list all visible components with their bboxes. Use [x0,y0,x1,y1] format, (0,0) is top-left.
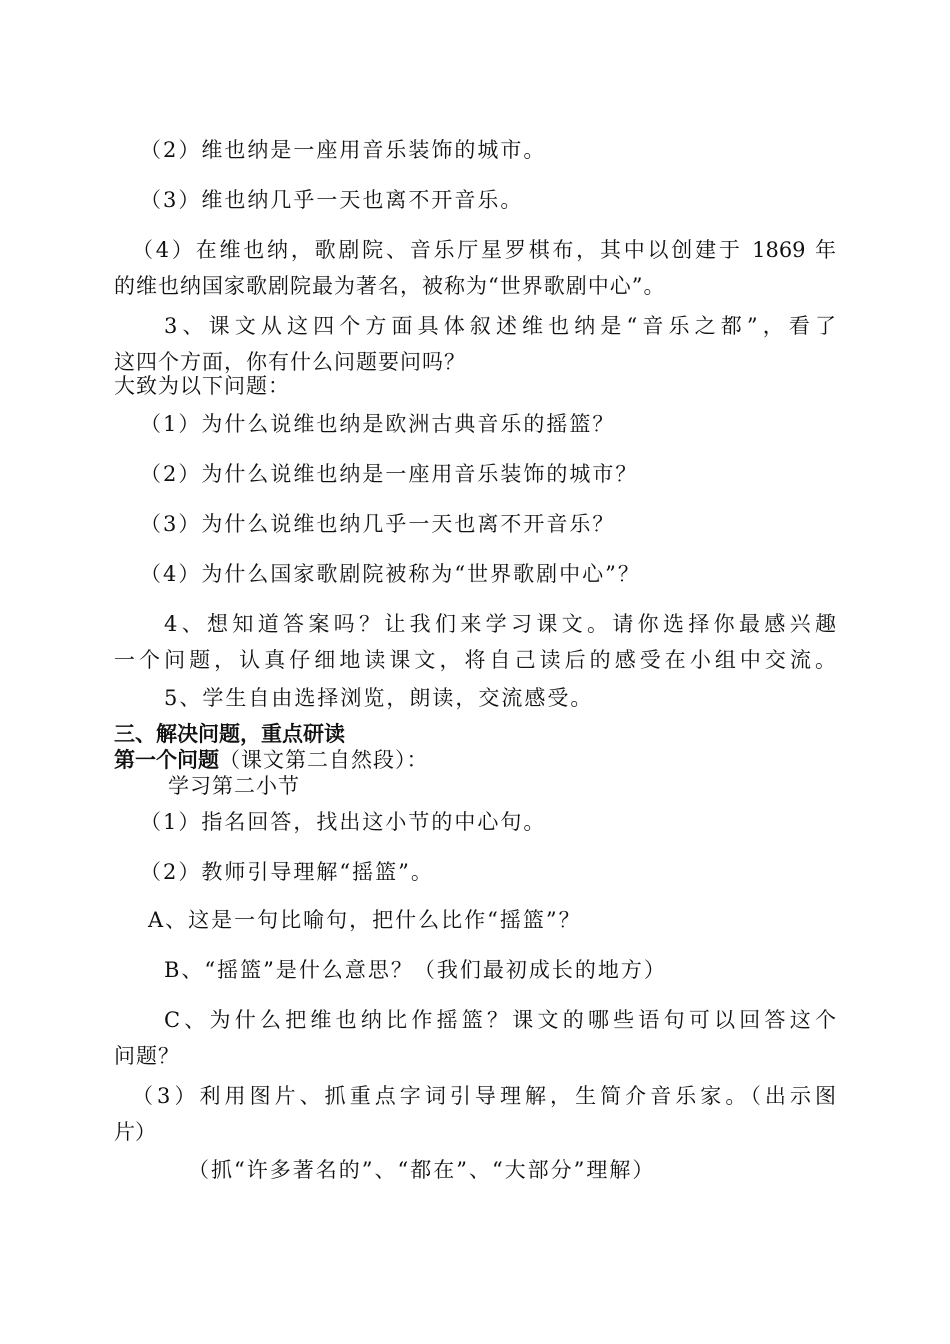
paragraph-line: 4、想知道答案吗？让我们来学习课文。请你选择你最感兴趣 [164,612,836,636]
paragraph-line: A、这是一句比喻句，把什么比作“摇篮”？ [148,908,582,932]
paragraph-line: （3）维也纳几乎一天也离不开音乐。 [140,188,524,212]
subheading-note: （课文第二自然段）： [219,748,429,772]
paragraph-line: 5、学生自由选择浏览，朗读，交流感受。 [164,686,594,710]
subheading-line [114,746,429,774]
paragraph-line: 片） [114,1120,156,1144]
paragraph-line: B、“摇篮”是什么意思？（我们最初成长的地方） [164,958,667,982]
paragraph-line: 大致为以下问题： [114,374,290,398]
paragraph-line: 问题？ [114,1044,180,1068]
paragraph-line: 一个问题，认真仔细地读课文，将自己读后的感受在小组中交流。 [114,648,836,672]
paragraph-line: （1）指名回答，找出这小节的中心句。 [140,810,547,834]
paragraph-line: 3、课文从这四个方面具体叙述维也纳是“音乐之都”，看了 [164,314,836,338]
question-line: （2）为什么说维也纳是一座用音乐装饰的城市？ [140,462,639,486]
paragraph-line: 这四个方面，你有什么问题要问吗？ [114,350,466,374]
paragraph-line: C、为什么把维也纳比作摇篮？课文的哪些语句可以回答这个 [164,1008,836,1032]
question-line: （3）为什么说维也纳几乎一天也离不开音乐？ [140,512,616,536]
subheading-bold: 第一个问题 [114,747,219,772]
paragraph-line: （3）利用图片、抓重点字词引导理解，生简介音乐家。（出示图 [132,1084,836,1108]
paragraph-line: 的维也纳国家歌剧院最为著名，被称为“世界歌剧中心”。 [114,274,666,298]
section-heading: 三、解决问题，重点研读 [114,721,345,746]
paragraph-line: （抓“许多著名的”、“都在”、“大部分”理解） [188,1158,656,1182]
paragraph-line: 学习第二小节 [168,774,300,798]
paragraph-line: （2）教师引导理解“摇篮”。 [140,860,434,884]
paragraph-line: （4）在维也纳，歌剧院、音乐厅星罗棋布，其中以创建于 1869 年 [132,238,836,262]
question-line: （1）为什么说维也纳是欧洲古典音乐的摇篮？ [140,412,616,436]
paragraph-line: （2）维也纳是一座用音乐装饰的城市。 [140,138,547,162]
question-line: （4）为什么国家歌剧院被称为“世界歌剧中心”？ [140,562,641,586]
